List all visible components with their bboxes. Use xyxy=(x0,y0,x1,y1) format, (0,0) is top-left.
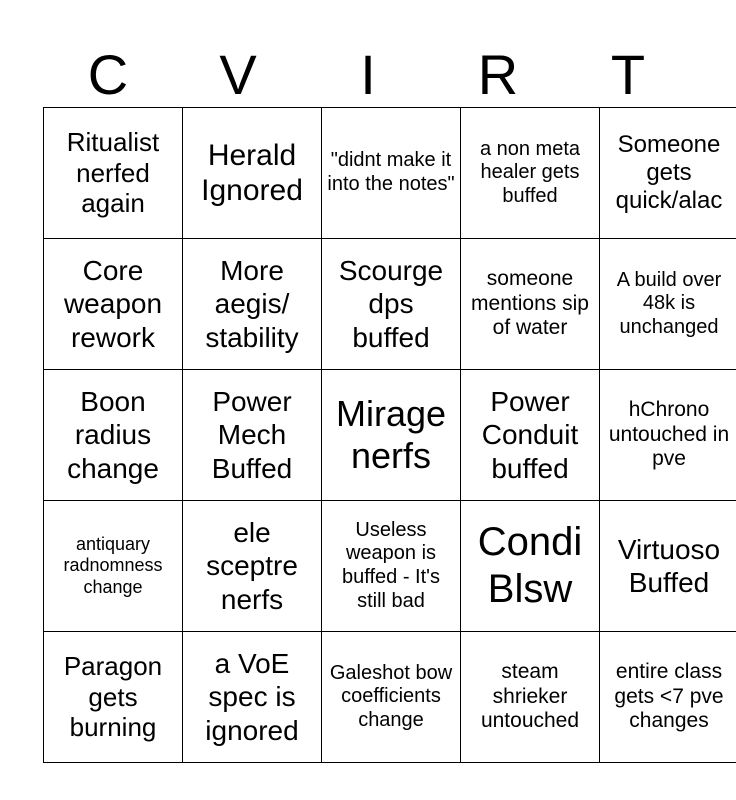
bingo-cell[interactable]: Paragon gets burning xyxy=(44,632,183,763)
board-row xyxy=(44,501,736,632)
header-letter-c: C xyxy=(87,43,129,106)
bingo-cell[interactable]: Scourge dps buffed xyxy=(322,239,461,370)
bingo-cell[interactable]: a VoE spec is ignored xyxy=(183,632,322,763)
bingo-cell[interactable]: Boon radius change xyxy=(44,370,183,501)
bingo-cell[interactable]: someone mentions sip of water xyxy=(461,239,600,370)
bingo-cell[interactable]: steam shrieker untouched xyxy=(461,632,600,763)
header-letter-r: R xyxy=(477,43,519,106)
bingo-cell[interactable]: Core weapon rework xyxy=(44,239,183,370)
bingo-cell[interactable]: Mirage nerfs xyxy=(322,370,461,501)
bingo-cell[interactable]: entire class gets <7 pve changes xyxy=(600,632,736,763)
board-row xyxy=(44,108,736,239)
bingo-cell[interactable]: hChrono untouched in pve xyxy=(600,370,736,501)
header-letter-t: T xyxy=(610,43,646,106)
bingo-cell[interactable]: Power Mech Buffed xyxy=(183,370,322,501)
board-row xyxy=(44,370,736,501)
bingo-cell[interactable]: Someone gets quick/alac xyxy=(600,108,736,239)
bingo-board xyxy=(43,107,736,763)
bingo-cell[interactable]: Virtuoso Buffed xyxy=(600,501,736,632)
board-row xyxy=(44,632,736,763)
bingo-cell[interactable]: A build over 48k is unchanged xyxy=(600,239,736,370)
bingo-cell[interactable]: a non meta healer gets buffed xyxy=(461,108,600,239)
bingo-header xyxy=(43,44,693,106)
header-letter-v: V xyxy=(219,43,257,106)
bingo-cell[interactable]: Herald Ignored xyxy=(183,108,322,239)
header-letter-i: I xyxy=(360,43,376,106)
bingo-cell[interactable]: antiquary radnomness change xyxy=(44,501,183,632)
bingo-cell[interactable]: Galeshot bow coefficients change xyxy=(322,632,461,763)
board-row xyxy=(44,239,736,370)
bingo-cell[interactable]: Ritualist nerfed again xyxy=(44,108,183,239)
bingo-cell[interactable]: Power Conduit buffed xyxy=(461,370,600,501)
bingo-cell[interactable]: Useless weapon is buffed - It's still bad xyxy=(322,501,461,632)
bingo-cell[interactable]: More aegis/ stability xyxy=(183,239,322,370)
bingo-cell[interactable]: "didnt make it into the notes" xyxy=(322,108,461,239)
bingo-cell[interactable]: Condi Blsw xyxy=(461,501,600,632)
bingo-cell[interactable]: ele sceptre nerfs xyxy=(183,501,322,632)
